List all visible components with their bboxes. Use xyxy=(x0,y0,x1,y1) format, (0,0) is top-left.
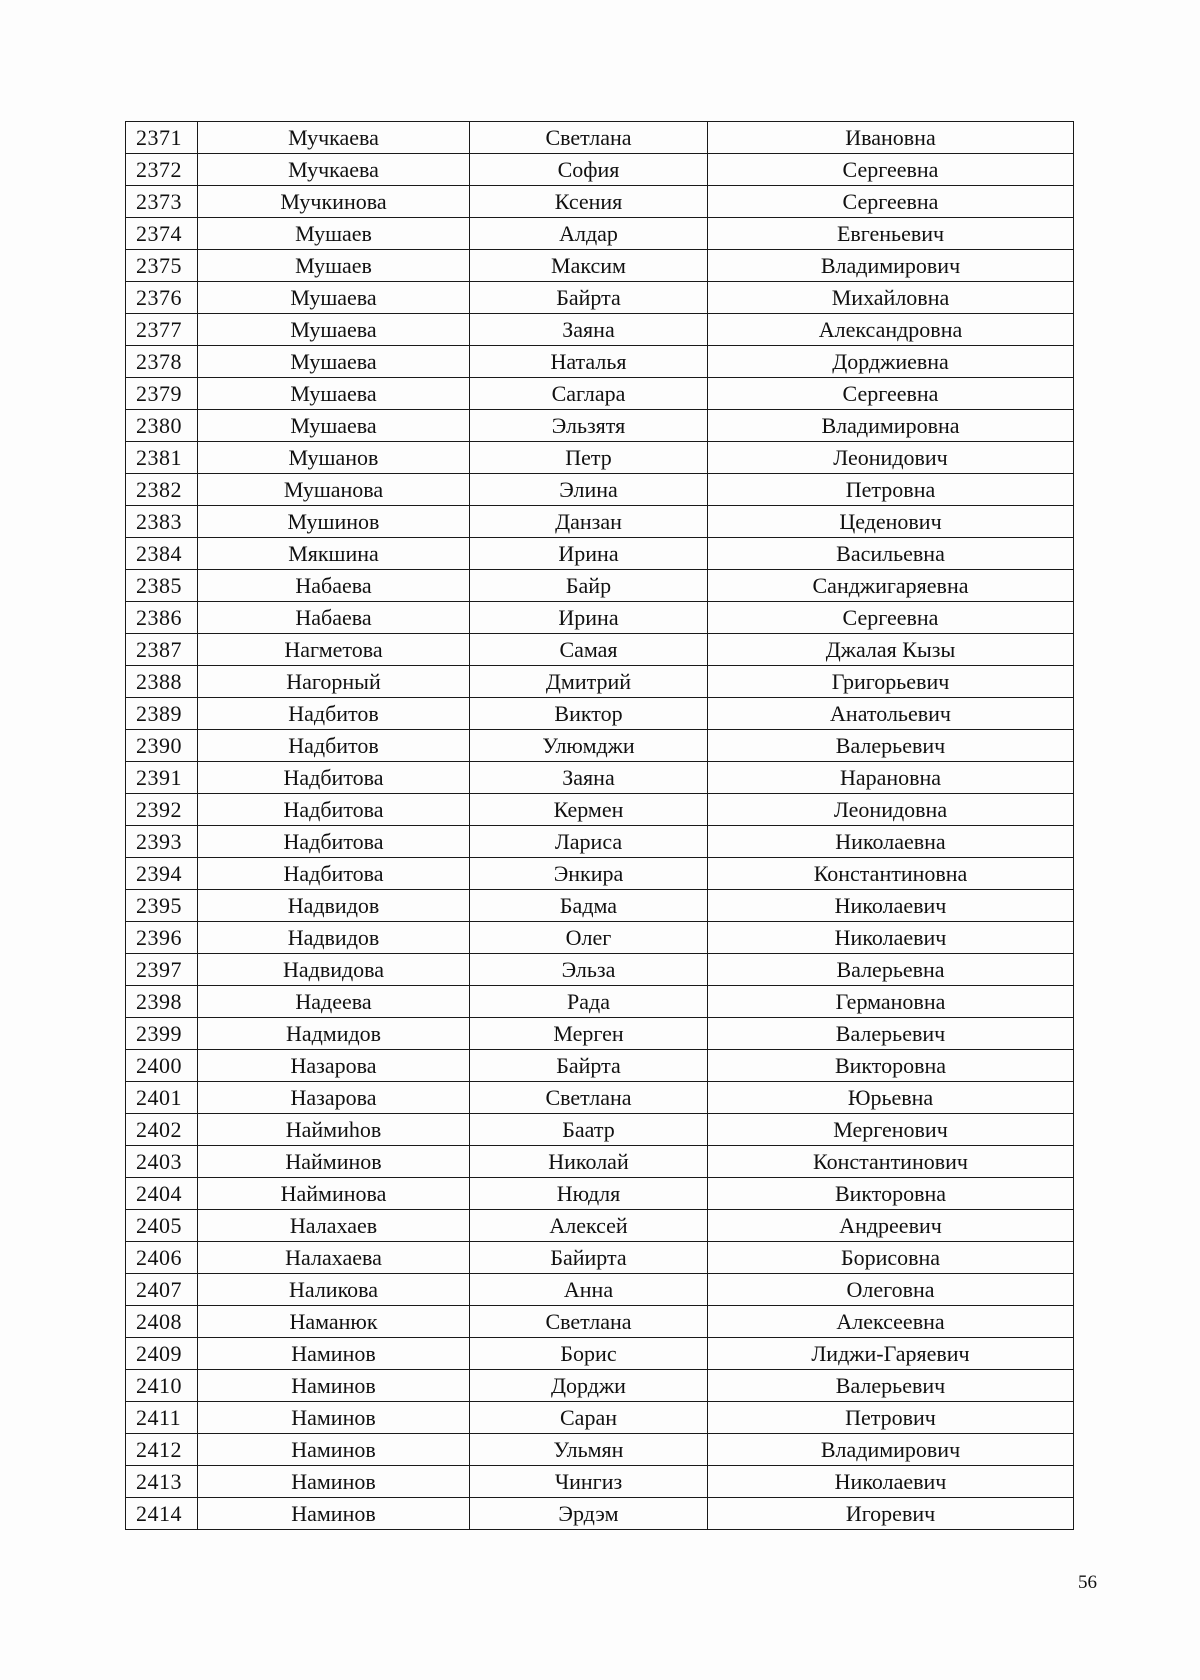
first-name-cell: Борис xyxy=(470,1338,708,1370)
last-name-cell: Мучкаева xyxy=(198,122,470,154)
patronymic-cell: Леонидовна xyxy=(708,794,1074,826)
last-name-cell: Назарова xyxy=(198,1082,470,1114)
first-name-cell: Лариса xyxy=(470,826,708,858)
first-name-cell: Светлана xyxy=(470,1306,708,1338)
patronymic-cell: Николаевич xyxy=(708,1466,1074,1498)
last-name-cell: Надвидов xyxy=(198,890,470,922)
patronymic-cell: Петрович xyxy=(708,1402,1074,1434)
first-name-cell: Алдар xyxy=(470,218,708,250)
patronymic-cell: Николаевич xyxy=(708,922,1074,954)
table-row xyxy=(126,698,1074,730)
last-name-cell: Налахаева xyxy=(198,1242,470,1274)
row-number-cell: 2403 xyxy=(126,1146,198,1178)
first-name-cell: Эльза xyxy=(470,954,708,986)
table-row xyxy=(126,218,1074,250)
last-name-cell: Набаева xyxy=(198,602,470,634)
first-name-cell: Анна xyxy=(470,1274,708,1306)
patronymic-cell: Сергеевна xyxy=(708,154,1074,186)
row-number-cell: 2388 xyxy=(126,666,198,698)
row-number-cell: 2411 xyxy=(126,1402,198,1434)
patronymic-cell: Викторовна xyxy=(708,1050,1074,1082)
row-number-cell: 2391 xyxy=(126,762,198,794)
first-name-cell: Улюмджи xyxy=(470,730,708,762)
last-name-cell: Мушаева xyxy=(198,346,470,378)
table-row xyxy=(126,1306,1074,1338)
patronymic-cell: Джалая Кызы xyxy=(708,634,1074,666)
table-row xyxy=(126,954,1074,986)
row-number-cell: 2379 xyxy=(126,378,198,410)
first-name-cell: Мерген xyxy=(470,1018,708,1050)
patronymic-cell: Васильевна xyxy=(708,538,1074,570)
table-row xyxy=(126,378,1074,410)
last-name-cell: Наминов xyxy=(198,1338,470,1370)
first-name-cell: Баатр xyxy=(470,1114,708,1146)
row-number-cell: 2396 xyxy=(126,922,198,954)
row-number-cell: 2375 xyxy=(126,250,198,282)
patronymic-cell: Цеденович xyxy=(708,506,1074,538)
last-name-cell: Назарова xyxy=(198,1050,470,1082)
table-row xyxy=(126,1018,1074,1050)
page-number: 56 xyxy=(1078,1572,1097,1593)
row-number-cell: 2378 xyxy=(126,346,198,378)
row-number-cell: 2376 xyxy=(126,282,198,314)
row-number-cell: 2404 xyxy=(126,1178,198,1210)
last-name-cell: Надбитова xyxy=(198,762,470,794)
row-number-cell: 2398 xyxy=(126,986,198,1018)
row-number-cell: 2399 xyxy=(126,1018,198,1050)
last-name-cell: Мушаев xyxy=(198,218,470,250)
table-row xyxy=(126,634,1074,666)
row-number-cell: 2386 xyxy=(126,602,198,634)
patronymic-cell: Николаевна xyxy=(708,826,1074,858)
first-name-cell: Эльзятя xyxy=(470,410,708,442)
row-number-cell: 2408 xyxy=(126,1306,198,1338)
first-name-cell: Дорджи xyxy=(470,1370,708,1402)
table-row xyxy=(126,730,1074,762)
first-name-cell: Алексей xyxy=(470,1210,708,1242)
patronymic-cell: Евгеньевич xyxy=(708,218,1074,250)
table-row xyxy=(126,762,1074,794)
row-number-cell: 2384 xyxy=(126,538,198,570)
patronymic-cell: Алексеевна xyxy=(708,1306,1074,1338)
last-name-cell: Наминов xyxy=(198,1402,470,1434)
row-number-cell: 2409 xyxy=(126,1338,198,1370)
last-name-cell: Надбитова xyxy=(198,826,470,858)
first-name-cell: София xyxy=(470,154,708,186)
table-row xyxy=(126,314,1074,346)
last-name-cell: Наминов xyxy=(198,1498,470,1530)
first-name-cell: Элина xyxy=(470,474,708,506)
last-name-cell: Мушаева xyxy=(198,314,470,346)
last-name-cell: Нагметова xyxy=(198,634,470,666)
patronymic-cell: Владимирович xyxy=(708,1434,1074,1466)
last-name-cell: Наминов xyxy=(198,1466,470,1498)
first-name-cell: Петр xyxy=(470,442,708,474)
table-row xyxy=(126,1402,1074,1434)
table-row xyxy=(126,1370,1074,1402)
first-name-cell: Светлана xyxy=(470,122,708,154)
patronymic-cell: Викторовна xyxy=(708,1178,1074,1210)
row-number-cell: 2412 xyxy=(126,1434,198,1466)
patronymic-cell: Леонидович xyxy=(708,442,1074,474)
table-row xyxy=(126,186,1074,218)
last-name-cell: Надбитов xyxy=(198,730,470,762)
last-name-cell: Мушаева xyxy=(198,378,470,410)
last-name-cell: Наминов xyxy=(198,1370,470,1402)
first-name-cell: Энкира xyxy=(470,858,708,890)
first-name-cell: Светлана xyxy=(470,1082,708,1114)
row-number-cell: 2380 xyxy=(126,410,198,442)
last-name-cell: Мушаев xyxy=(198,250,470,282)
patronymic-cell: Лиджи-Гаряевич xyxy=(708,1338,1074,1370)
patronymic-cell: Ивановна xyxy=(708,122,1074,154)
last-name-cell: Надеева xyxy=(198,986,470,1018)
row-number-cell: 2389 xyxy=(126,698,198,730)
last-name-cell: Мякшина xyxy=(198,538,470,570)
patronymic-cell: Юрьевна xyxy=(708,1082,1074,1114)
patronymic-cell: Анатольевич xyxy=(708,698,1074,730)
table-row xyxy=(126,1338,1074,1370)
first-name-cell: Байирта xyxy=(470,1242,708,1274)
first-name-cell: Бадма xyxy=(470,890,708,922)
table-row xyxy=(126,922,1074,954)
last-name-cell: Надбитов xyxy=(198,698,470,730)
table-row xyxy=(126,794,1074,826)
row-number-cell: 2382 xyxy=(126,474,198,506)
first-name-cell: Николай xyxy=(470,1146,708,1178)
first-name-cell: Байрта xyxy=(470,1050,708,1082)
patronymic-cell: Николаевич xyxy=(708,890,1074,922)
last-name-cell: Надвидова xyxy=(198,954,470,986)
first-name-cell: Наталья xyxy=(470,346,708,378)
table-row xyxy=(126,1274,1074,1306)
first-name-cell: Заяна xyxy=(470,314,708,346)
row-number-cell: 2371 xyxy=(126,122,198,154)
last-name-cell: Наминов xyxy=(198,1434,470,1466)
first-name-cell: Данзан xyxy=(470,506,708,538)
last-name-cell: Мучкинова xyxy=(198,186,470,218)
last-name-cell: Мушаева xyxy=(198,410,470,442)
table-row xyxy=(126,858,1074,890)
table-row xyxy=(126,506,1074,538)
last-name-cell: Надвидов xyxy=(198,922,470,954)
table-row xyxy=(126,1242,1074,1274)
patronymic-cell: Григорьевич xyxy=(708,666,1074,698)
row-number-cell: 2414 xyxy=(126,1498,198,1530)
table-row xyxy=(126,890,1074,922)
last-name-cell: Мушанова xyxy=(198,474,470,506)
row-number-cell: 2374 xyxy=(126,218,198,250)
row-number-cell: 2373 xyxy=(126,186,198,218)
patronymic-cell: Валерьевич xyxy=(708,1018,1074,1050)
last-name-cell: Надбитова xyxy=(198,858,470,890)
patronymic-cell: Михайловна xyxy=(708,282,1074,314)
first-name-cell: Эрдэм xyxy=(470,1498,708,1530)
table-row xyxy=(126,1498,1074,1530)
last-name-cell: Набаева xyxy=(198,570,470,602)
last-name-cell: Наманюк xyxy=(198,1306,470,1338)
first-name-cell: Чингиз xyxy=(470,1466,708,1498)
table-row xyxy=(126,602,1074,634)
table-row xyxy=(126,1210,1074,1242)
first-name-cell: Ирина xyxy=(470,538,708,570)
patronymic-cell: Дорджиевна xyxy=(708,346,1074,378)
first-name-cell: Ульмян xyxy=(470,1434,708,1466)
patronymic-cell: Константиновна xyxy=(708,858,1074,890)
patronymic-cell: Игоревич xyxy=(708,1498,1074,1530)
table-row xyxy=(126,346,1074,378)
roster-table xyxy=(125,121,1074,1530)
table-row xyxy=(126,1114,1074,1146)
table-row xyxy=(126,538,1074,570)
patronymic-cell: Александровна xyxy=(708,314,1074,346)
first-name-cell: Заяна xyxy=(470,762,708,794)
row-number-cell: 2410 xyxy=(126,1370,198,1402)
table-row xyxy=(126,986,1074,1018)
table-row xyxy=(126,666,1074,698)
last-name-cell: Мушаева xyxy=(198,282,470,314)
patronymic-cell: Мергенович xyxy=(708,1114,1074,1146)
last-name-cell: Налахаев xyxy=(198,1210,470,1242)
first-name-cell: Саран xyxy=(470,1402,708,1434)
table-row xyxy=(126,122,1074,154)
row-number-cell: 2390 xyxy=(126,730,198,762)
first-name-cell: Ксения xyxy=(470,186,708,218)
row-number-cell: 2406 xyxy=(126,1242,198,1274)
table-row xyxy=(126,474,1074,506)
table-row xyxy=(126,1178,1074,1210)
row-number-cell: 2400 xyxy=(126,1050,198,1082)
first-name-cell: Виктор xyxy=(470,698,708,730)
row-number-cell: 2405 xyxy=(126,1210,198,1242)
table-row xyxy=(126,442,1074,474)
last-name-cell: Надмидов xyxy=(198,1018,470,1050)
table-row xyxy=(126,250,1074,282)
table-row xyxy=(126,282,1074,314)
table-row xyxy=(126,1082,1074,1114)
last-name-cell: Мушанов xyxy=(198,442,470,474)
last-name-cell: Нагорный xyxy=(198,666,470,698)
table-row xyxy=(126,410,1074,442)
first-name-cell: Самая xyxy=(470,634,708,666)
table-row xyxy=(126,826,1074,858)
patronymic-cell: Олеговна xyxy=(708,1274,1074,1306)
row-number-cell: 2385 xyxy=(126,570,198,602)
row-number-cell: 2394 xyxy=(126,858,198,890)
patronymic-cell: Нарановна xyxy=(708,762,1074,794)
table-row xyxy=(126,570,1074,602)
patronymic-cell: Константинович xyxy=(708,1146,1074,1178)
patronymic-cell: Валерьевна xyxy=(708,954,1074,986)
patronymic-cell: Германовна xyxy=(708,986,1074,1018)
row-number-cell: 2381 xyxy=(126,442,198,474)
last-name-cell: Наликова xyxy=(198,1274,470,1306)
row-number-cell: 2377 xyxy=(126,314,198,346)
table-row xyxy=(126,1146,1074,1178)
patronymic-cell: Сергеевна xyxy=(708,602,1074,634)
row-number-cell: 2372 xyxy=(126,154,198,186)
row-number-cell: 2397 xyxy=(126,954,198,986)
last-name-cell: Найминова xyxy=(198,1178,470,1210)
patronymic-cell: Борисовна xyxy=(708,1242,1074,1274)
patronymic-cell: Сергеевна xyxy=(708,186,1074,218)
first-name-cell: Саглара xyxy=(470,378,708,410)
row-number-cell: 2393 xyxy=(126,826,198,858)
first-name-cell: Ирина xyxy=(470,602,708,634)
patronymic-cell: Владимирович xyxy=(708,250,1074,282)
first-name-cell: Максим xyxy=(470,250,708,282)
table-row xyxy=(126,1466,1074,1498)
row-number-cell: 2401 xyxy=(126,1082,198,1114)
first-name-cell: Рада xyxy=(470,986,708,1018)
last-name-cell: Мучкаева xyxy=(198,154,470,186)
patronymic-cell: Петровна xyxy=(708,474,1074,506)
table-row xyxy=(126,154,1074,186)
row-number-cell: 2392 xyxy=(126,794,198,826)
row-number-cell: 2383 xyxy=(126,506,198,538)
last-name-cell: Наймиhов xyxy=(198,1114,470,1146)
row-number-cell: 2407 xyxy=(126,1274,198,1306)
first-name-cell: Байр xyxy=(470,570,708,602)
patronymic-cell: Санджигаряевна xyxy=(708,570,1074,602)
row-number-cell: 2387 xyxy=(126,634,198,666)
row-number-cell: 2413 xyxy=(126,1466,198,1498)
roster-table-body xyxy=(126,122,1074,1530)
row-number-cell: 2395 xyxy=(126,890,198,922)
patronymic-cell: Валерьевич xyxy=(708,730,1074,762)
table-row xyxy=(126,1050,1074,1082)
row-number-cell: 2402 xyxy=(126,1114,198,1146)
first-name-cell: Нюдля xyxy=(470,1178,708,1210)
patronymic-cell: Андреевич xyxy=(708,1210,1074,1242)
first-name-cell: Кермен xyxy=(470,794,708,826)
first-name-cell: Олег xyxy=(470,922,708,954)
first-name-cell: Дмитрий xyxy=(470,666,708,698)
first-name-cell: Байрта xyxy=(470,282,708,314)
patronymic-cell: Владимировна xyxy=(708,410,1074,442)
table-row xyxy=(126,1434,1074,1466)
patronymic-cell: Сергеевна xyxy=(708,378,1074,410)
last-name-cell: Мушинов xyxy=(198,506,470,538)
last-name-cell: Найминов xyxy=(198,1146,470,1178)
last-name-cell: Надбитова xyxy=(198,794,470,826)
patronymic-cell: Валерьевич xyxy=(708,1370,1074,1402)
